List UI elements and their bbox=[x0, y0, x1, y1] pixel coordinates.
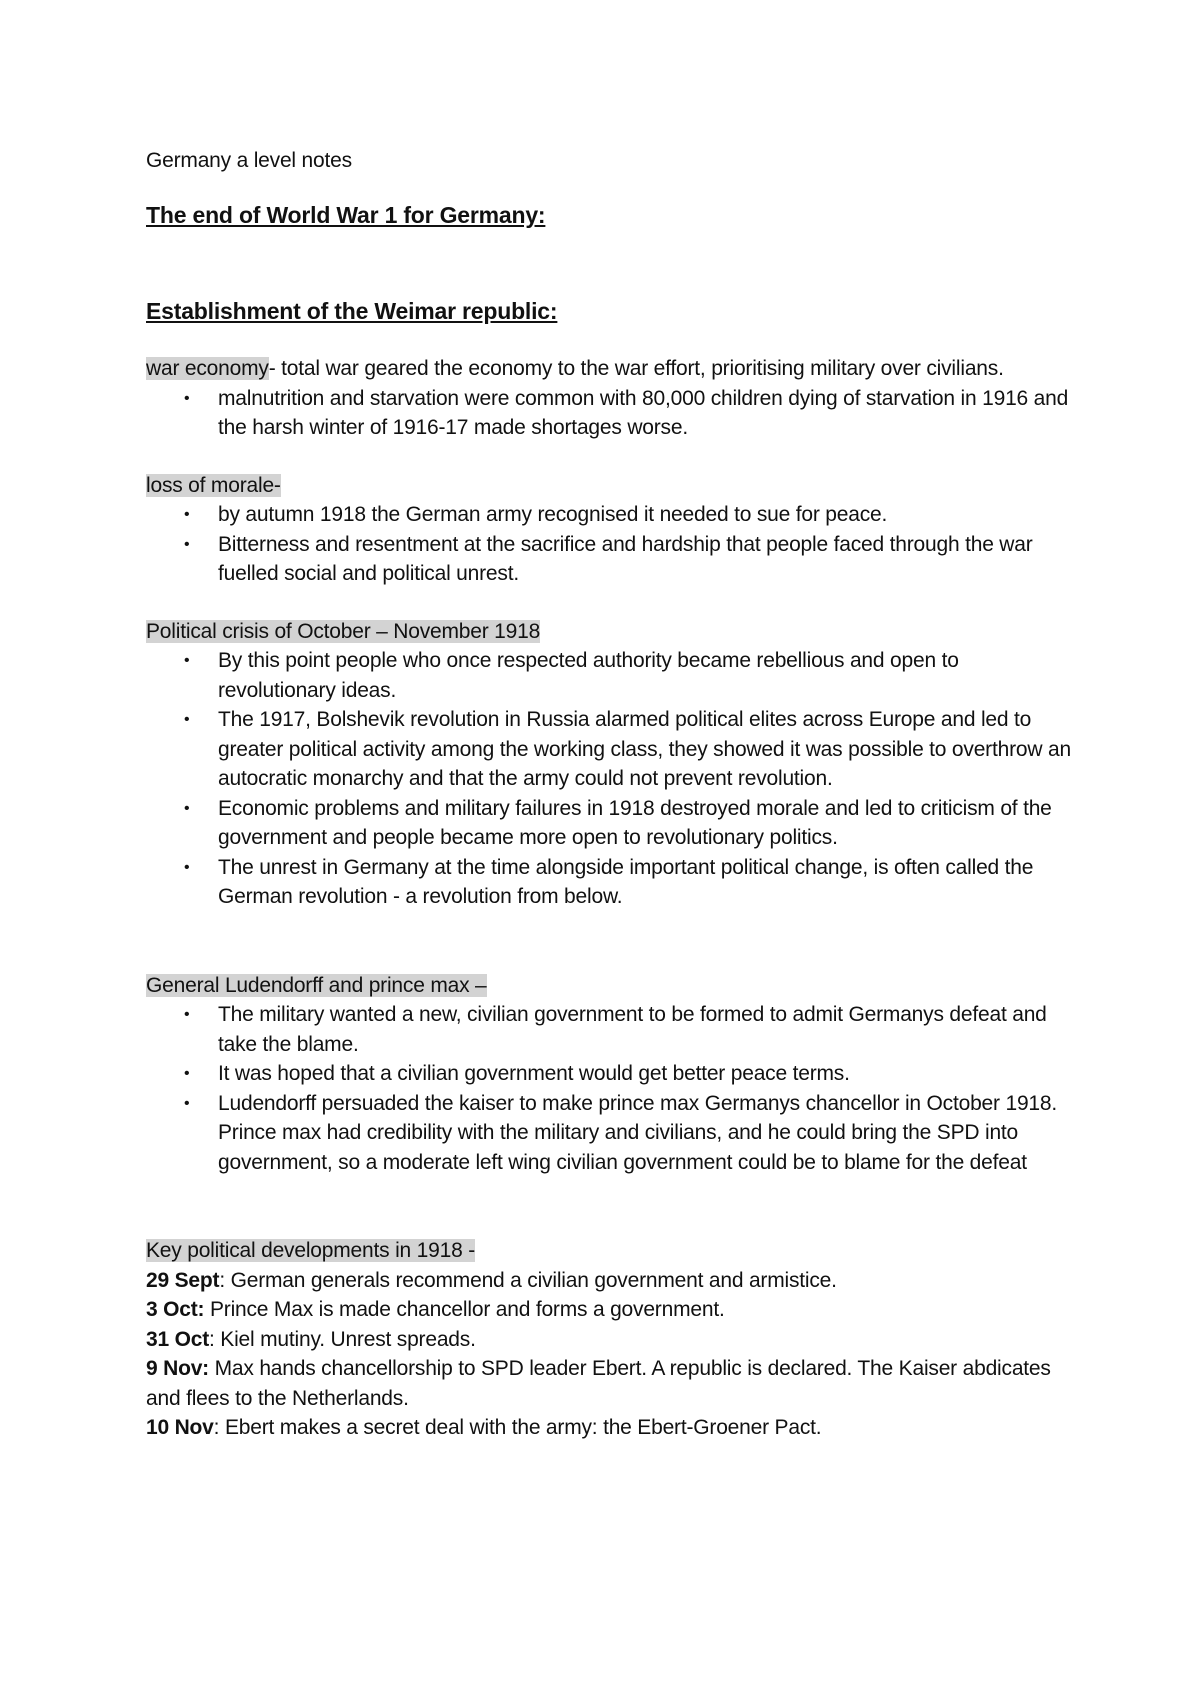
development-entry bbox=[146, 1266, 1076, 1296]
bullet-icon: • bbox=[184, 535, 190, 553]
development-entry bbox=[146, 1354, 1076, 1413]
bullet-icon: • bbox=[184, 1065, 190, 1082]
list-item-text: by autumn 1918 the German army recognised it needed to sue for peace. bbox=[218, 503, 888, 526]
loss-of-morale-label: loss of morale- bbox=[146, 473, 281, 497]
heading-weimar-republic: Establishment of the Weimar republic: bbox=[146, 297, 558, 324]
ludendorff-label: General Ludendorff and prince max – bbox=[146, 973, 487, 997]
war-economy-bullets bbox=[146, 384, 1076, 443]
loss-of-morale-bullets bbox=[146, 500, 1076, 589]
bullet-icon: • bbox=[184, 652, 190, 669]
development-date: 31 Oct bbox=[146, 1327, 209, 1351]
bullet-icon: • bbox=[184, 389, 190, 407]
development-entry bbox=[146, 1413, 1076, 1443]
ludendorff-bullets bbox=[146, 1000, 1076, 1177]
development-date: 3 Oct: bbox=[146, 1298, 205, 1321]
list-item bbox=[146, 530, 1076, 589]
list-item bbox=[146, 1089, 1076, 1178]
development-text: : Kiel mutiny. Unrest spreads. bbox=[209, 1327, 476, 1351]
list-item bbox=[146, 384, 1076, 443]
list-item bbox=[146, 794, 1076, 853]
bullet-icon: • bbox=[184, 1094, 190, 1112]
section-political-crisis bbox=[146, 617, 1076, 912]
political-crisis-label: Political crisis of October – November 1918 bbox=[146, 619, 541, 643]
list-item bbox=[146, 853, 1076, 912]
bullet-icon: • bbox=[184, 711, 190, 728]
list-item bbox=[146, 705, 1076, 794]
development-date: 9 Nov: bbox=[146, 1357, 209, 1380]
list-item-text: The military wanted a new, civilian government to be formed to admit Germanys defeat and take the blame. bbox=[218, 1003, 1047, 1056]
development-date: 29 Sept bbox=[146, 1268, 220, 1292]
bullet-icon: • bbox=[184, 506, 190, 523]
section-war-economy bbox=[146, 354, 1076, 443]
ludendorff-paragraph bbox=[146, 971, 1076, 1001]
heading-end-of-ww1: The end of World War 1 for Germany: bbox=[146, 202, 546, 228]
list-item-text: Economic problems and military failures in 1918 destroyed morale and led to criticism of the government and people became more open to revolutionary politics. bbox=[218, 796, 1052, 849]
political-crisis-bullets bbox=[146, 646, 1076, 912]
war-economy-paragraph bbox=[146, 354, 1076, 384]
development-text: : Ebert makes a secret deal with the army: the Ebert-Groener Pact. bbox=[213, 1416, 822, 1439]
list-item-text: malnutrition and starvation were common with 80,000 children dying of starvation in 1916 and the harsh winter of 1916-17 made shortages worse. bbox=[218, 386, 1069, 439]
development-text: : German generals recommend a civilian government and armistice. bbox=[219, 1268, 837, 1292]
bullet-icon: • bbox=[184, 1006, 190, 1023]
list-item bbox=[146, 646, 1076, 705]
list-item-text: By this point people who once respected authority became rebellious and open to revolutionary ideas. bbox=[218, 649, 959, 702]
development-entry bbox=[146, 1325, 1076, 1355]
list-item-text: Bitterness and resentment at the sacrifice and hardship that people faced through the war fuelled social and political unrest. bbox=[218, 532, 1033, 585]
list-item-text: The unrest in Germany at the time alongside important political change, is often called the German revolution - a revolution from below. bbox=[218, 855, 1034, 908]
document-title: Germany a level notes bbox=[146, 149, 352, 172]
document-body bbox=[146, 146, 1076, 1443]
development-text: Max hands chancellorship to SPD leader Ebert. A republic is declared. The Kaiser abdicates and flees to the Netherlands. bbox=[146, 1357, 1051, 1410]
development-date: 10 Nov bbox=[146, 1416, 214, 1439]
list-item bbox=[146, 1000, 1076, 1059]
section-key-developments bbox=[146, 1236, 1076, 1443]
bullet-icon: • bbox=[184, 858, 190, 876]
development-entry bbox=[146, 1295, 1076, 1325]
development-text: Prince Max is made chancellor and forms a government. bbox=[204, 1298, 725, 1321]
list-item-text: Ludendorff persuaded the kaiser to make prince max Germanys chancellor in October 1918. Prince max had credibility with the military and civilians, and he could bring the SPD into government, so a moderate left wing civilian government could be to blame for the defeat bbox=[218, 1091, 1058, 1174]
key-developments-paragraph bbox=[146, 1236, 1076, 1266]
section-ludendorff bbox=[146, 971, 1076, 1178]
war-economy-text: - total war geared the economy to the war effort, prioritising military over civilians. bbox=[268, 357, 1004, 380]
political-crisis-paragraph bbox=[146, 617, 1076, 647]
list-item-text: It was hoped that a civilian government would get better peace terms. bbox=[218, 1062, 850, 1085]
loss-of-morale-paragraph bbox=[146, 471, 1076, 501]
section-loss-of-morale bbox=[146, 471, 1076, 589]
bullet-icon: • bbox=[184, 799, 190, 817]
list-item bbox=[146, 1059, 1076, 1089]
war-economy-label: war economy bbox=[146, 357, 269, 380]
list-item bbox=[146, 500, 1076, 530]
list-item-text: The 1917, Bolshevik revolution in Russia alarmed political elites across Europe and led to greater political activity among the working class, they showed it was possible to overthrow an autocratic monarchy and that the army could not prevent revolution. bbox=[218, 708, 1071, 790]
key-developments-label: Key political developments in 1918 - bbox=[146, 1239, 475, 1262]
